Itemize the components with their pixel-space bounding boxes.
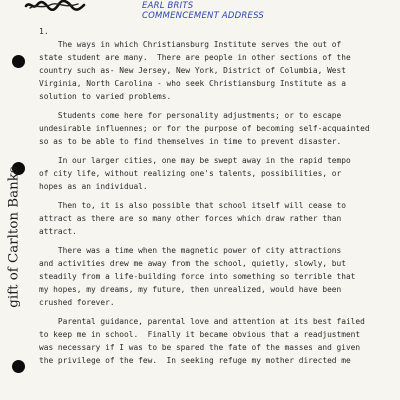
text-line: There was a time when the magnetic power of city attractions bbox=[39, 246, 342, 255]
text-line: Students come here for personality adjustments; or to escape bbox=[39, 111, 342, 120]
text-line: The ways in which Christiansburg Institute serves the out of bbox=[39, 40, 342, 49]
donor-stamp: gift of Carlton Banks bbox=[6, 166, 22, 308]
text-line: steadily from a life-building force into something so terrible that bbox=[39, 272, 356, 281]
handwritten-note-title: COMMENCEMENT ADDRESS bbox=[142, 11, 264, 21]
binder-hole-bottom bbox=[12, 360, 25, 373]
text-line: the privilege of the few. In seeking refuge my mother directed me bbox=[39, 356, 351, 365]
text-line: attract. bbox=[39, 227, 77, 236]
text-line: solution to varied problems. bbox=[39, 92, 172, 101]
text-line: my hopes, my dreams, my future, then unrealized, would have been bbox=[39, 285, 342, 294]
text-line: so as to be able to find themselves in time to prevent disaster. bbox=[39, 137, 342, 146]
text-line: of city life, without realizing one's talents, possibilities, or bbox=[39, 169, 342, 178]
ink-scribble bbox=[24, 0, 86, 11]
text-line: and activities drew me away from the school, quietly, slowly, but bbox=[39, 259, 346, 268]
text-line: undesirable influennes; or for the purpose of becoming self-acquainted bbox=[39, 124, 370, 133]
text-line: Virginia, North Carolina - who seek Christiansburg Institute as a bbox=[39, 79, 346, 88]
text-line: was necessary if I was to be spared the fate of the masses and given bbox=[39, 343, 361, 352]
text-line: state student are many. There are people in other sections of the bbox=[39, 53, 351, 62]
page-number: 1. bbox=[39, 27, 49, 36]
typed-body-text bbox=[39, 38, 397, 367]
text-line: Parental guidance, parental love and attention at its best failed bbox=[39, 317, 365, 326]
text-line: to keep me in school. Finally it became obvious that a readjustment bbox=[39, 330, 361, 339]
text-line: hopes as an individual. bbox=[39, 182, 148, 191]
text-line: Then to, it is also possible that school itself will cease to bbox=[39, 201, 346, 210]
text-line: country such as- New Jersey, New York, District of Columbia, West bbox=[39, 66, 346, 75]
text-line: attract as there are so many other forces which draw rather than bbox=[39, 214, 342, 223]
text-line: In our larger cities, one may be swept away in the rapid tempo bbox=[39, 156, 351, 165]
handwritten-note-name: EARL BRITS bbox=[142, 1, 194, 11]
text-line: crushed forever. bbox=[39, 298, 115, 307]
binder-hole-top bbox=[12, 55, 25, 68]
